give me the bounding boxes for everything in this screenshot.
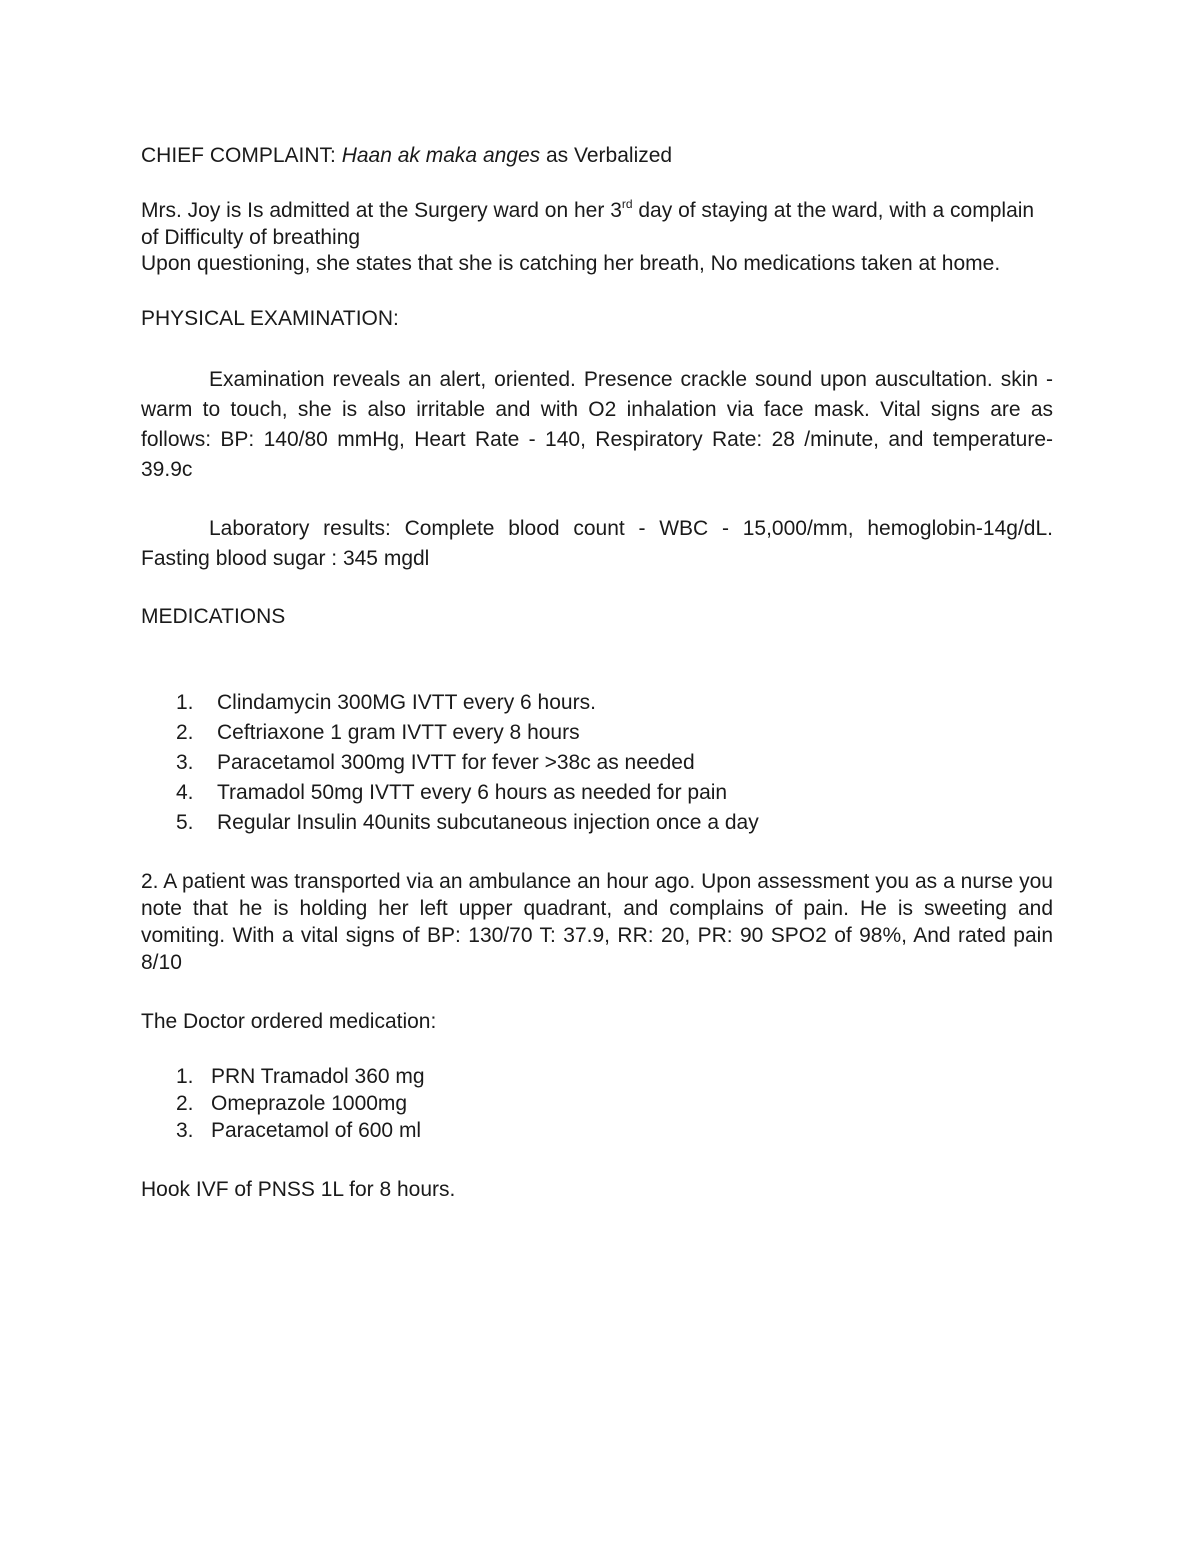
admission-text-start: Mrs. Joy is Is admitted at the Surgery ward on her 3 (141, 199, 622, 222)
list-number: 2. (176, 721, 194, 744)
list-text: Paracetamol of 600 ml (211, 1119, 422, 1142)
chief-complaint-label: CHIEF COMPLAINT: (141, 144, 342, 167)
list-number: 4. (176, 781, 194, 804)
admission-paragraph (141, 197, 1053, 251)
list-text: Regular Insulin 40units subcutaneous injection once a day (217, 811, 759, 834)
doctor-orders-heading: The Doctor ordered medication: (141, 1010, 437, 1033)
list-number: 2. (176, 1092, 194, 1115)
list-item (176, 778, 759, 808)
ordinal-superscript: rd (621, 197, 633, 211)
laboratory-paragraph: Laboratory results: Complete blood count - WBC - 15,000/mm, hemoglobin-14g/dL. Fasting blood sugar : 345 mgdl (141, 517, 1053, 570)
list-item (176, 1117, 425, 1144)
list-item (176, 808, 759, 838)
list-number: 1. (176, 691, 194, 714)
list-number: 1. (176, 1065, 194, 1088)
examination-paragraph: Examination reveals an alert, oriented. Presence crackle sound upon auscultation. skin -warm to touch, she is also irritable and with O2 inhalation via face mask. Vital signs are as follows: BP: 140/80 mmHg, Heart Rate - 140, Respiratory Rate: 28 /minute, and temperature- 39.9c (141, 368, 1053, 481)
medications-list (176, 688, 759, 838)
chief-complaint (141, 142, 1053, 169)
list-text: Tramadol 50mg IVTT every 6 hours as needed for pain (217, 781, 728, 804)
questioning-paragraph: Upon questioning, she states that she is catching her breath, No medications taken at home. (141, 252, 1001, 275)
chief-complaint-verbatim: Haan ak maka anges (341, 144, 541, 167)
doctor-orders-list (176, 1063, 425, 1144)
list-item (176, 1063, 425, 1090)
list-number: 5. (176, 811, 194, 834)
list-text: Clindamycin 300MG IVTT every 6 hours. (217, 691, 596, 714)
list-item (176, 688, 759, 718)
list-text: Ceftriaxone 1 gram IVTT every 8 hours (217, 721, 580, 744)
admission-text-end: day of staying at the ward, with a complain of Difficulty of breathing (141, 199, 1035, 249)
ivf-order: Hook IVF of PNSS 1L for 8 hours. (141, 1178, 456, 1201)
medications-heading: MEDICATIONS (141, 605, 286, 628)
list-item (176, 718, 759, 748)
list-text: PRN Tramadol 360 mg (211, 1065, 425, 1088)
list-text: Omeprazole 1000mg (211, 1092, 408, 1115)
list-text: Paracetamol 300mg IVTT for fever >38c as needed (217, 751, 695, 774)
list-item (176, 748, 759, 778)
list-item (176, 1090, 425, 1117)
chief-complaint-suffix: as Verbalized (540, 144, 673, 167)
physical-exam-heading: PHYSICAL EXAMINATION: (141, 307, 399, 330)
list-number: 3. (176, 751, 194, 774)
list-number: 3. (176, 1119, 194, 1142)
scenario-paragraph: 2. A patient was transported via an ambulance an hour ago. Upon assessment you as a nurse you note that he is holding her left upper quadrant, and complains of pain. He is sweeting and vomiting. With a vital signs of BP: 130/70 T: 37.9, RR: 20, PR: 90 SPO2 of 98%, And rated pain 8/10 (141, 870, 1053, 974)
